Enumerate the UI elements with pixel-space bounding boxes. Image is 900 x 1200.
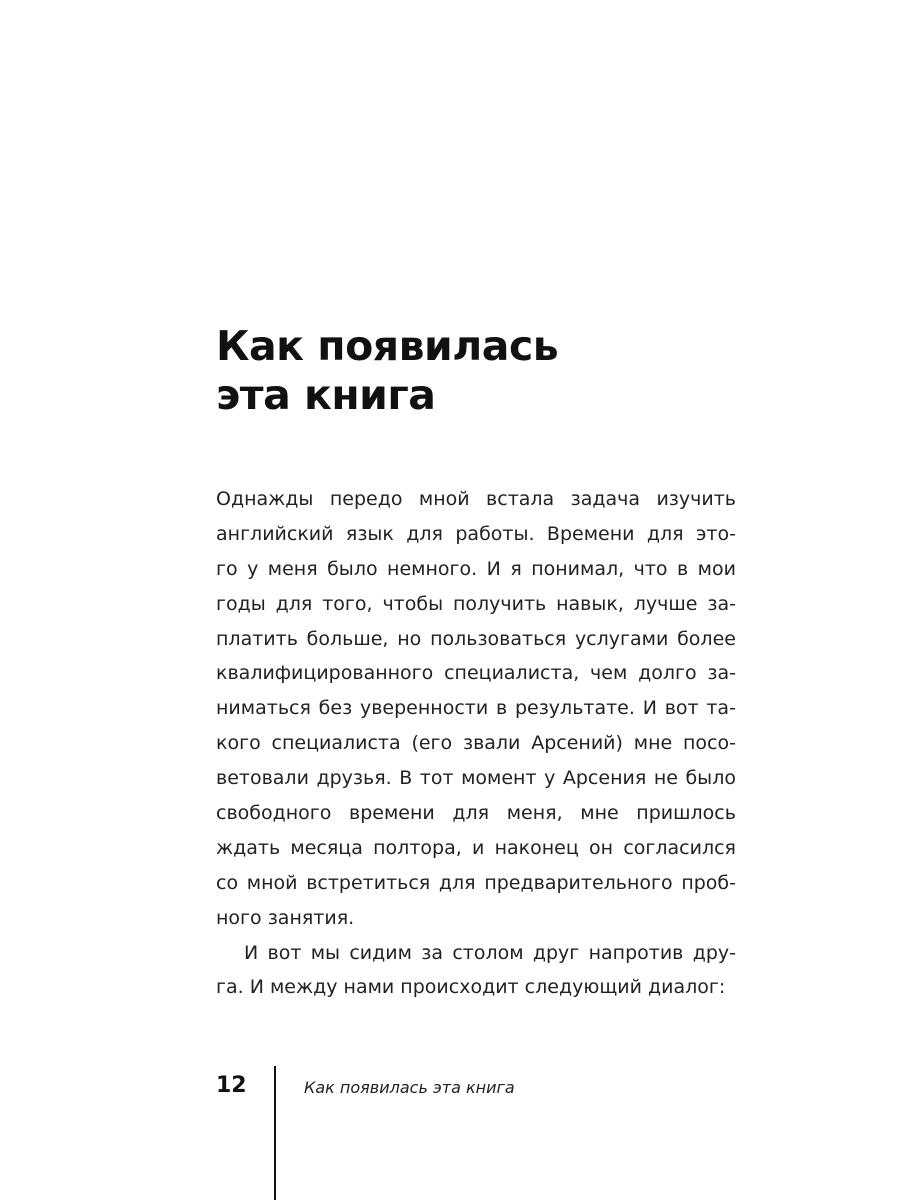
word: за-: [707, 592, 736, 615]
word: И: [486, 557, 501, 580]
word: Арсения: [562, 767, 647, 790]
word: сидим: [349, 941, 412, 964]
word: квалифицированного: [216, 662, 434, 685]
word: для: [646, 522, 684, 545]
word: проб-: [681, 871, 736, 894]
word: для: [275, 592, 313, 615]
chapter-title-line: Как появилась: [216, 322, 559, 370]
word: изучить: [656, 488, 736, 510]
word: согласился: [623, 836, 736, 859]
word: в: [677, 557, 689, 580]
word: чем: [590, 662, 628, 685]
word: не: [653, 767, 678, 790]
word: специалиста: [271, 732, 401, 755]
word: результате.: [514, 697, 635, 720]
word: меня,: [506, 802, 563, 825]
word: услугами: [574, 627, 669, 650]
text-line: [216, 587, 736, 622]
word: дру-: [692, 941, 736, 964]
word: язык: [345, 522, 394, 545]
word: в: [495, 697, 508, 720]
word: встала: [486, 488, 555, 510]
word: вот: [267, 941, 302, 964]
word: вот: [664, 697, 699, 720]
word: за-: [707, 662, 736, 685]
word: годы: [216, 592, 266, 615]
text-line: [216, 831, 736, 866]
word: мной: [418, 488, 470, 510]
text-line: [216, 866, 736, 901]
word: более: [677, 627, 736, 650]
word: предварительного: [484, 871, 673, 894]
word: го: [216, 557, 238, 580]
word: меня: [267, 557, 318, 580]
word: передо: [329, 488, 403, 510]
word: у: [247, 557, 259, 580]
word: мной: [246, 871, 298, 894]
word: навык,: [556, 592, 624, 615]
chapter-title: [216, 322, 776, 420]
word: (его: [411, 732, 453, 755]
word: и: [472, 836, 485, 859]
word: И: [244, 941, 259, 964]
word: чтобы: [382, 592, 444, 615]
word: момент: [461, 767, 537, 790]
word: уверенности: [359, 697, 489, 720]
text-line: [216, 691, 736, 726]
text-line: [216, 517, 736, 552]
word: напротив: [588, 941, 684, 964]
word: Времени: [546, 522, 635, 545]
text-line: [216, 936, 736, 971]
word: пользоваться: [430, 627, 567, 650]
word: встретиться: [306, 871, 431, 894]
word: больше,: [306, 627, 389, 650]
word: друзья.: [316, 767, 392, 790]
word: для: [406, 522, 443, 545]
text-line: [216, 552, 736, 587]
word: для: [452, 802, 490, 825]
word: английский: [216, 522, 334, 545]
word: времени: [349, 802, 435, 825]
word: полтора,: [373, 836, 462, 859]
word: друг: [532, 941, 580, 964]
word: долго: [638, 662, 697, 685]
word: месяца: [290, 836, 363, 859]
word: без: [318, 697, 353, 720]
word: было: [685, 767, 736, 790]
text-line: ного занятия.: [216, 906, 355, 929]
word: свободного: [216, 802, 332, 825]
word: он: [589, 836, 614, 859]
text-line: [216, 761, 736, 796]
word: столом: [452, 941, 524, 964]
word: мои: [697, 557, 736, 580]
word: это-: [695, 522, 736, 545]
word: посо-: [682, 732, 736, 755]
word: но: [397, 627, 422, 650]
word: немного.: [387, 557, 478, 580]
word: ветовали: [216, 767, 309, 790]
word: та-: [706, 697, 736, 720]
text-line: [216, 622, 736, 657]
word: ниматься: [216, 697, 311, 720]
word: Арсений): [531, 732, 623, 755]
page-number: 12: [216, 1073, 247, 1098]
word: мне: [580, 802, 619, 825]
footer-divider: [274, 1066, 276, 1200]
word: звали: [462, 732, 521, 755]
word: понимал,: [531, 557, 625, 580]
word: пришлось: [636, 802, 736, 825]
word: наконец: [494, 836, 579, 859]
word: работы.: [455, 522, 535, 545]
word: я: [510, 557, 522, 580]
text-line: га. И между нами происходит следующий диалог:: [216, 976, 726, 999]
word: у: [544, 767, 556, 790]
word: мы: [310, 941, 341, 964]
word: ждать: [216, 836, 281, 859]
text-line: [216, 726, 736, 761]
paragraph: [216, 482, 736, 936]
word: платить: [216, 627, 298, 650]
word: В: [399, 767, 413, 790]
word: кого: [216, 732, 261, 755]
word: было: [327, 557, 378, 580]
word: что: [633, 557, 668, 580]
word: со: [216, 871, 239, 894]
text-line: [216, 482, 736, 517]
word: мне: [633, 732, 673, 755]
body-text: [216, 482, 736, 1005]
word: задача: [570, 488, 641, 510]
word: лучше: [633, 592, 698, 615]
word: И: [642, 697, 657, 720]
word: для: [438, 871, 476, 894]
word: тот: [419, 767, 454, 790]
word: того,: [322, 592, 373, 615]
text-line: [216, 656, 736, 691]
paragraph: [216, 936, 736, 1006]
word: специалиста,: [444, 662, 580, 685]
chapter-title-line: эта книга: [216, 371, 436, 419]
word: получить: [452, 592, 547, 615]
text-line: [216, 796, 736, 831]
word: за: [421, 941, 444, 964]
running-title: Как появилась эта книга: [304, 1078, 515, 1097]
word: Однажды: [216, 488, 314, 510]
